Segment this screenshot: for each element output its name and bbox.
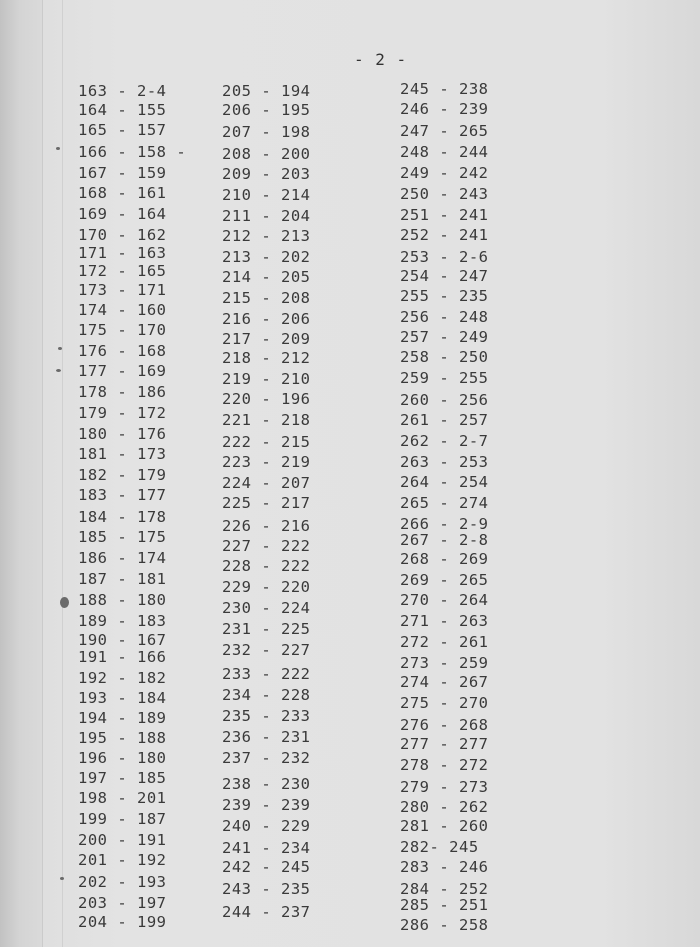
number-pair-entry: 234 - 228 (222, 686, 311, 704)
number-pair-entry: 220 - 196 (222, 390, 311, 408)
ink-speck (58, 347, 62, 350)
number-pair-entry: 190 - 167 (78, 631, 167, 649)
number-pair-entry: 209 - 203 (222, 165, 311, 183)
number-pair-entry: 185 - 175 (78, 528, 167, 546)
number-pair-entry: 256 - 248 (400, 308, 489, 326)
number-pair-entry: 182 - 179 (78, 466, 167, 484)
number-pair-entry: 241 - 234 (222, 839, 311, 857)
number-pair-entry: 183 - 177 (78, 486, 167, 504)
number-pair-entry: 238 - 230 (222, 775, 311, 793)
number-pair-entry: 222 - 215 (222, 433, 311, 451)
number-pair-entry: 202 - 193 (78, 873, 167, 891)
number-pair-entry: 236 - 231 (222, 728, 311, 746)
number-pair-entry: 284 - 252 (400, 880, 489, 898)
number-pair-entry: 180 - 176 (78, 425, 167, 443)
number-pair-entry: 197 - 185 (78, 769, 167, 787)
number-pair-entry: 204 - 199 (78, 913, 167, 931)
page-number: - 2 - (354, 50, 408, 69)
number-pair-entry: 191 - 166 (78, 648, 167, 666)
number-pair-entry: 179 - 172 (78, 404, 167, 422)
number-pair-entry: 230 - 224 (222, 599, 311, 617)
number-pair-entry: 261 - 257 (400, 411, 489, 429)
number-pair-entry: 237 - 232 (222, 749, 311, 767)
number-pair-entry: 173 - 171 (78, 281, 167, 299)
number-pair-entry: 164 - 155 (78, 101, 167, 119)
number-pair-entry: 274 - 267 (400, 673, 489, 691)
number-pair-entry: 210 - 214 (222, 186, 311, 204)
ink-speck (56, 369, 61, 372)
number-pair-entry: 199 - 187 (78, 810, 167, 828)
number-pair-entry: 215 - 208 (222, 289, 311, 307)
number-pair-entry: 240 - 229 (222, 817, 311, 835)
number-pair-entry: 255 - 235 (400, 287, 489, 305)
number-pair-entry: 267 - 2-8 (400, 531, 489, 549)
number-pair-entry: 250 - 243 (400, 185, 489, 203)
number-pair-entry: 219 - 210 (222, 370, 311, 388)
number-pair-entry: 218 - 212 (222, 349, 311, 367)
number-pair-entry: 235 - 233 (222, 707, 311, 725)
number-pair-entry: 265 - 274 (400, 494, 489, 512)
number-pair-entry: 242 - 245 (222, 858, 311, 876)
number-pair-entry: 286 - 258 (400, 916, 489, 934)
number-pair-entry: 273 - 259 (400, 654, 489, 672)
number-pair-entry: 270 - 264 (400, 591, 489, 609)
number-pair-entry: 217 - 209 (222, 330, 311, 348)
number-pair-entry: 175 - 170 (78, 321, 167, 339)
number-pair-entry: 201 - 192 (78, 851, 167, 869)
number-pair-entry: 163 - 2-4 (78, 82, 167, 100)
number-pair-entry: 252 - 241 (400, 226, 489, 244)
number-pair-entry: 260 - 256 (400, 391, 489, 409)
number-pair-entry: 229 - 220 (222, 578, 311, 596)
ink-speck (60, 877, 64, 880)
number-pair-entry: 279 - 273 (400, 778, 489, 796)
number-pair-entry: 203 - 197 (78, 894, 167, 912)
number-pair-entry: 227 - 222 (222, 537, 311, 555)
number-pair-entry: 226 - 216 (222, 517, 311, 535)
number-pair-entry: 211 - 204 (222, 207, 311, 225)
number-pair-entry: 195 - 188 (78, 729, 167, 747)
number-pair-entry: 283 - 246 (400, 858, 489, 876)
number-pair-entry: 169 - 164 (78, 205, 167, 223)
number-pair-entry: 223 - 219 (222, 453, 311, 471)
number-pair-entry: 281 - 260 (400, 817, 489, 835)
number-pair-entry: 221 - 218 (222, 411, 311, 429)
number-pair-entry: 214 - 205 (222, 268, 311, 286)
number-pair-entry: 254 - 247 (400, 267, 489, 285)
number-pair-entry: 187 - 181 (78, 570, 167, 588)
number-pair-entry: 228 - 222 (222, 557, 311, 575)
number-pair-entry: 266 - 2-9 (400, 515, 489, 533)
number-pair-entry: 272 - 261 (400, 633, 489, 651)
number-pair-entry: 246 - 239 (400, 100, 489, 118)
number-pair-entry: 207 - 198 (222, 123, 311, 141)
number-pair-entry: 225 - 217 (222, 494, 311, 512)
ink-speck (56, 147, 60, 150)
number-pair-entry: 275 - 270 (400, 694, 489, 712)
number-pair-entry: 285 - 251 (400, 896, 489, 914)
number-pair-entry: 205 - 194 (222, 82, 311, 100)
number-pair-entry: 189 - 183 (78, 612, 167, 630)
number-pair-entry: 165 - 157 (78, 121, 167, 139)
number-pair-entry: 212 - 213 (222, 227, 311, 245)
number-pair-entry: 198 - 201 (78, 789, 167, 807)
number-pair-entry: 259 - 255 (400, 369, 489, 387)
number-pair-entry: 249 - 242 (400, 164, 489, 182)
number-pair-entry: 245 - 238 (400, 80, 489, 98)
number-pair-entry: 276 - 268 (400, 716, 489, 734)
number-pair-entry: 269 - 265 (400, 571, 489, 589)
number-pair-entry: 258 - 250 (400, 348, 489, 366)
number-pair-entry: 192 - 182 (78, 669, 167, 687)
number-pair-entry: 233 - 222 (222, 665, 311, 683)
number-pair-entry: 168 - 161 (78, 184, 167, 202)
number-pair-entry: 244 - 237 (222, 903, 311, 921)
number-pair-entry: 264 - 254 (400, 473, 489, 491)
number-pair-entry: 176 - 168 (78, 342, 167, 360)
number-pair-entry: 224 - 207 (222, 474, 311, 492)
number-pair-entry: 178 - 186 (78, 383, 167, 401)
number-pair-entry: 239 - 239 (222, 796, 311, 814)
number-pair-entry: 166 - 158 - (78, 143, 187, 161)
number-pair-entry: 171 - 163 (78, 244, 167, 262)
number-pair-entry: 231 - 225 (222, 620, 311, 638)
number-pair-entry: 194 - 189 (78, 709, 167, 727)
number-pair-entry: 193 - 184 (78, 689, 167, 707)
number-pair-entry: 216 - 206 (222, 310, 311, 328)
number-pair-entry: 196 - 180 (78, 749, 167, 767)
number-pair-entry: 184 - 178 (78, 508, 167, 526)
number-pair-entry: 280 - 262 (400, 798, 489, 816)
number-pair-entry: 243 - 235 (222, 880, 311, 898)
number-pair-entry: 278 - 272 (400, 756, 489, 774)
number-pair-entry: 247 - 265 (400, 122, 489, 140)
number-pair-entry: 248 - 244 (400, 143, 489, 161)
fold-line (62, 0, 63, 947)
number-pair-entry: 167 - 159 (78, 164, 167, 182)
number-pair-entry: 188 - 180 (78, 591, 167, 609)
number-pair-entry: 253 - 2-6 (400, 248, 489, 266)
number-pair-entry: 208 - 200 (222, 145, 311, 163)
number-pair-entry: 170 - 162 (78, 226, 167, 244)
number-pair-entry: 282- 245 (400, 838, 479, 856)
number-pair-entry: 181 - 173 (78, 445, 167, 463)
number-pair-entry: 177 - 169 (78, 362, 167, 380)
number-pair-entry: 251 - 241 (400, 206, 489, 224)
number-pair-entry: 200 - 191 (78, 831, 167, 849)
number-pair-entry: 271 - 263 (400, 612, 489, 630)
number-pair-entry: 257 - 249 (400, 328, 489, 346)
number-pair-entry: 277 - 277 (400, 735, 489, 753)
number-pair-entry: 232 - 227 (222, 641, 311, 659)
number-pair-entry: 206 - 195 (222, 101, 311, 119)
number-pair-entry: 172 - 165 (78, 262, 167, 280)
number-pair-entry: 213 - 202 (222, 248, 311, 266)
number-pair-entry: 262 - 2-7 (400, 432, 489, 450)
number-pair-entry: 268 - 269 (400, 550, 489, 568)
binding-edge (0, 0, 43, 947)
hole-punch-mark (60, 597, 69, 608)
number-pair-entry: 186 - 174 (78, 549, 167, 567)
number-pair-entry: 263 - 253 (400, 453, 489, 471)
number-pair-entry: 174 - 160 (78, 301, 167, 319)
